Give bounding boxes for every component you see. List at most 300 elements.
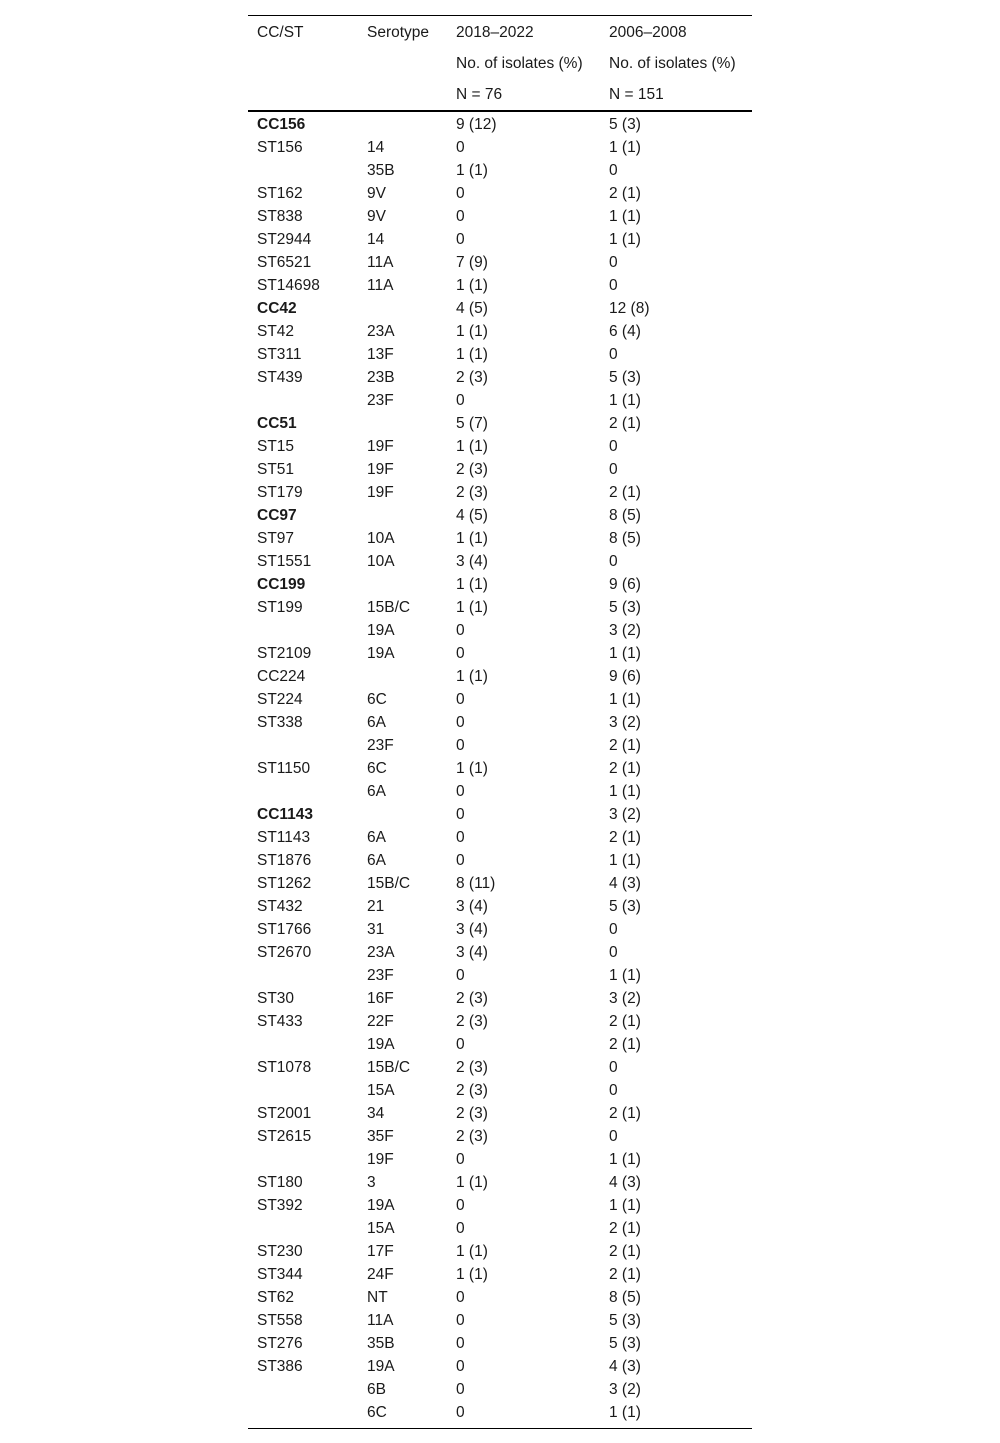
cell-ccst xyxy=(248,1378,358,1401)
cell-isolates-2018: 2 (3) xyxy=(456,1013,488,1030)
table-row xyxy=(248,435,752,458)
cell-serotype: 19F xyxy=(367,484,394,501)
cell-isolates-2018: 3 (4) xyxy=(456,944,488,961)
cell-isolates-2018: 0 xyxy=(456,231,465,248)
cell-isolates-2018: 1 (1) xyxy=(456,760,488,777)
cell-isolates-2018: 1 (1) xyxy=(456,277,488,294)
cell-isolates-2018: 2 (3) xyxy=(456,1128,488,1145)
cell-ccst: ST51 xyxy=(257,461,295,478)
cell-isolates-2018: 1 (1) xyxy=(456,668,488,685)
table-row xyxy=(248,274,752,297)
cell-isolates-2018: 1 (1) xyxy=(456,323,488,340)
table-row xyxy=(248,1148,752,1171)
cell-isolates-2018: 0 xyxy=(456,1036,465,1053)
cell-ccst: ST62 xyxy=(257,1289,295,1306)
cell-ccst: ST276 xyxy=(257,1335,303,1352)
cell-isolates-2006: 4 (3) xyxy=(609,1174,641,1191)
cell-isolates-2006: 3 (2) xyxy=(609,806,641,823)
table-row xyxy=(248,550,752,573)
cell-ccst: CC156 xyxy=(257,116,306,133)
cell-ccst: ST338 xyxy=(257,714,303,731)
cell-serotype: 11A xyxy=(367,1312,394,1329)
cell-serotype: 19A xyxy=(367,645,395,662)
cell-isolates-2018: 0 xyxy=(456,1404,465,1421)
isolates-table-container xyxy=(248,15,752,1429)
cell-serotype: 35B xyxy=(367,162,395,179)
cell-isolates-2006: 0 xyxy=(609,346,618,363)
header-row-subtitles xyxy=(248,48,752,79)
cell-serotype: 35F xyxy=(367,1128,394,1145)
isolates-table-body xyxy=(248,112,752,1424)
cell-ccst: ST2944 xyxy=(257,231,312,248)
cell-isolates-2006: 2 (1) xyxy=(609,1266,641,1283)
cell-serotype: 6A xyxy=(367,714,386,731)
cell-isolates-2006: 5 (3) xyxy=(609,1335,641,1352)
table-row xyxy=(248,412,752,435)
cell-serotype: 9V xyxy=(367,208,386,225)
table-row xyxy=(248,228,752,251)
table-row xyxy=(248,1309,752,1332)
cell-isolates-2006: 8 (5) xyxy=(609,1289,641,1306)
cell-ccst: ST179 xyxy=(257,484,303,501)
cell-ccst xyxy=(248,1401,358,1424)
cell-isolates-2006: 2 (1) xyxy=(609,760,641,777)
header-serotype: Serotype xyxy=(367,24,430,41)
table-row xyxy=(248,1125,752,1148)
cell-ccst: ST1876 xyxy=(257,852,312,869)
cell-serotype: 6C xyxy=(367,760,387,777)
cell-ccst: CC51 xyxy=(257,415,297,432)
cell-serotype: 35B xyxy=(367,1335,395,1352)
cell-isolates-2018: 5 (7) xyxy=(456,415,488,432)
table-row xyxy=(248,182,752,205)
cell-isolates-2006: 2 (1) xyxy=(609,1243,641,1260)
header-period-2006: 2006–2008 xyxy=(609,24,687,41)
cell-isolates-2006: 2 (1) xyxy=(609,1105,641,1122)
cell-ccst xyxy=(248,780,358,803)
cell-ccst: ST838 xyxy=(257,208,303,225)
table-row xyxy=(248,803,752,826)
header-row-periods xyxy=(248,16,752,48)
cell-serotype: 6A xyxy=(367,783,386,800)
cell-isolates-2018: 3 (4) xyxy=(456,898,488,915)
cell-serotype: 10A xyxy=(367,553,395,570)
table-row xyxy=(248,1378,752,1401)
cell-isolates-2006: 0 xyxy=(609,162,618,179)
header-period-2018: 2018–2022 xyxy=(456,24,534,41)
cell-serotype: 23F xyxy=(367,737,394,754)
table-row xyxy=(248,895,752,918)
cell-ccst: ST433 xyxy=(257,1013,303,1030)
cell-serotype: 6A xyxy=(367,829,386,846)
cell-isolates-2018: 4 (5) xyxy=(456,300,488,317)
cell-ccst: CC1143 xyxy=(257,806,314,823)
cell-ccst: ST1143 xyxy=(257,829,311,846)
cell-isolates-2006: 6 (4) xyxy=(609,323,641,340)
cell-isolates-2018: 0 xyxy=(456,967,465,984)
table-row xyxy=(248,1010,752,1033)
table-row xyxy=(248,573,752,596)
cell-isolates-2018: 2 (3) xyxy=(456,1105,488,1122)
header-row-totals xyxy=(248,79,752,110)
cell-isolates-2018: 0 xyxy=(456,783,465,800)
cell-serotype xyxy=(358,573,447,596)
cell-serotype: 23A xyxy=(367,944,395,961)
cell-serotype: 15B/C xyxy=(367,599,411,616)
cell-ccst: ST199 xyxy=(257,599,303,616)
cell-isolates-2006: 4 (3) xyxy=(609,875,641,892)
cell-isolates-2018: 2 (3) xyxy=(456,1059,488,1076)
cell-isolates-2018: 0 xyxy=(456,1220,465,1237)
cell-ccst: ST224 xyxy=(257,691,303,708)
cell-isolates-2006: 1 (1) xyxy=(609,1404,641,1421)
cell-isolates-2018: 0 xyxy=(456,185,465,202)
table-row xyxy=(248,1194,752,1217)
cell-ccst: ST1078 xyxy=(257,1059,312,1076)
cell-ccst xyxy=(248,1217,358,1240)
cell-isolates-2018: 1 (1) xyxy=(456,530,488,547)
cell-serotype: 13F xyxy=(367,346,394,363)
table-row xyxy=(248,596,752,619)
table-row xyxy=(248,1401,752,1424)
header-n-2018: N = 76 xyxy=(456,86,503,103)
cell-isolates-2006: 8 (5) xyxy=(609,507,641,524)
cell-isolates-2006: 0 xyxy=(609,1128,618,1145)
table-row xyxy=(248,136,752,159)
cell-isolates-2006: 0 xyxy=(609,254,618,271)
header-isolates-2006: No. of isolates (%) xyxy=(609,55,736,72)
cell-serotype xyxy=(358,504,447,527)
table-row xyxy=(248,642,752,665)
table-bottom-rule xyxy=(248,1428,752,1429)
cell-ccst: ST558 xyxy=(257,1312,303,1329)
table-row xyxy=(248,918,752,941)
cell-isolates-2018: 0 xyxy=(456,691,465,708)
cell-serotype: 3 xyxy=(367,1174,376,1191)
cell-isolates-2018: 0 xyxy=(456,392,465,409)
cell-ccst xyxy=(248,734,358,757)
cell-isolates-2006: 0 xyxy=(609,944,618,961)
cell-serotype: 19A xyxy=(367,622,395,639)
cell-isolates-2018: 2 (3) xyxy=(456,990,488,1007)
cell-ccst: ST15 xyxy=(257,438,295,455)
cell-isolates-2006: 1 (1) xyxy=(609,645,641,662)
cell-ccst: ST162 xyxy=(257,185,303,202)
cell-ccst xyxy=(248,389,358,412)
cell-isolates-2006: 2 (1) xyxy=(609,415,641,432)
table-body xyxy=(248,112,752,1424)
cell-serotype: 6C xyxy=(367,1404,387,1421)
cell-ccst: ST1766 xyxy=(257,921,312,938)
cell-isolates-2018: 0 xyxy=(456,1335,465,1352)
table-row xyxy=(248,389,752,412)
cell-isolates-2018: 3 (4) xyxy=(456,921,488,938)
cell-serotype: 23F xyxy=(367,392,394,409)
cell-serotype: 19F xyxy=(367,1151,394,1168)
cell-isolates-2006: 1 (1) xyxy=(609,1197,641,1214)
cell-isolates-2006: 2 (1) xyxy=(609,185,641,202)
cell-ccst: CC97 xyxy=(257,507,297,524)
table-row xyxy=(248,941,752,964)
cell-ccst: ST180 xyxy=(257,1174,303,1191)
cell-isolates-2006: 1 (1) xyxy=(609,691,641,708)
table-row xyxy=(248,1263,752,1286)
cell-isolates-2006: 1 (1) xyxy=(609,139,641,156)
cell-isolates-2018: 1 (1) xyxy=(456,346,488,363)
table-row xyxy=(248,665,752,688)
cell-isolates-2006: 5 (3) xyxy=(609,369,641,386)
table-row xyxy=(248,366,752,389)
cell-isolates-2006: 9 (6) xyxy=(609,668,641,685)
cell-ccst: ST386 xyxy=(257,1358,303,1375)
cell-serotype: 19A xyxy=(367,1358,395,1375)
cell-serotype: 14 xyxy=(367,139,385,156)
cell-ccst: ST30 xyxy=(257,990,295,1007)
cell-ccst: ST1551 xyxy=(257,553,312,570)
cell-isolates-2006: 2 (1) xyxy=(609,1013,641,1030)
table-row xyxy=(248,619,752,642)
cell-isolates-2006: 1 (1) xyxy=(609,1151,641,1168)
cell-isolates-2006: 8 (5) xyxy=(609,530,641,547)
table-row xyxy=(248,1240,752,1263)
table-row xyxy=(248,1217,752,1240)
cell-ccst: ST344 xyxy=(257,1266,303,1283)
cell-isolates-2018: 0 xyxy=(456,1151,465,1168)
cell-serotype: 14 xyxy=(367,231,385,248)
cell-isolates-2006: 3 (2) xyxy=(609,1381,641,1398)
table-row xyxy=(248,987,752,1010)
cell-serotype: 16F xyxy=(367,990,394,1007)
table-row xyxy=(248,688,752,711)
cell-ccst: CC199 xyxy=(257,576,306,593)
cell-isolates-2018: 2 (3) xyxy=(456,461,488,478)
cell-isolates-2018: 1 (1) xyxy=(456,1243,488,1260)
cell-isolates-2018: 3 (4) xyxy=(456,553,488,570)
table-header xyxy=(248,16,752,110)
cell-serotype xyxy=(358,803,447,826)
header-n-2006: N = 151 xyxy=(609,86,664,103)
cell-isolates-2006: 2 (1) xyxy=(609,484,641,501)
table-row xyxy=(248,205,752,228)
cell-isolates-2018: 0 xyxy=(456,1289,465,1306)
cell-ccst: ST156 xyxy=(257,139,303,156)
cell-serotype: 34 xyxy=(367,1105,385,1122)
cell-isolates-2018: 8 (11) xyxy=(456,875,496,892)
cell-isolates-2006: 1 (1) xyxy=(609,392,641,409)
cell-isolates-2006: 4 (3) xyxy=(609,1358,641,1375)
cell-isolates-2018: 1 (1) xyxy=(456,576,488,593)
cell-isolates-2006: 1 (1) xyxy=(609,967,641,984)
cell-serotype xyxy=(358,412,447,435)
cell-serotype xyxy=(358,112,447,136)
cell-serotype: 15A xyxy=(367,1220,395,1237)
cell-serotype: 23B xyxy=(367,369,395,386)
cell-isolates-2006: 1 (1) xyxy=(609,231,641,248)
cell-isolates-2006: 1 (1) xyxy=(609,208,641,225)
cell-isolates-2018: 9 (12) xyxy=(456,116,497,133)
cell-isolates-2006: 5 (3) xyxy=(609,599,641,616)
cell-serotype: 15A xyxy=(367,1082,395,1099)
table-row xyxy=(248,297,752,320)
cell-isolates-2006: 2 (1) xyxy=(609,737,641,754)
cell-serotype: 19A xyxy=(367,1036,395,1053)
header-isolates-2018: No. of isolates (%) xyxy=(456,55,583,72)
cell-serotype: 24F xyxy=(367,1266,394,1283)
cell-serotype xyxy=(358,297,447,320)
table-row xyxy=(248,1332,752,1355)
cell-isolates-2018: 4 (5) xyxy=(456,507,488,524)
table-row xyxy=(248,1102,752,1125)
cell-isolates-2018: 0 xyxy=(456,645,465,662)
cell-isolates-2018: 0 xyxy=(456,714,465,731)
cell-isolates-2018: 1 (1) xyxy=(456,1266,488,1283)
cell-isolates-2006: 2 (1) xyxy=(609,829,641,846)
cell-isolates-2006: 0 xyxy=(609,1082,618,1099)
cell-serotype: NT xyxy=(367,1289,388,1306)
cell-isolates-2006: 3 (2) xyxy=(609,990,641,1007)
table-row xyxy=(248,849,752,872)
cell-isolates-2006: 5 (3) xyxy=(609,116,641,133)
cell-serotype: 10A xyxy=(367,530,395,547)
cell-ccst: CC224 xyxy=(257,668,306,685)
header-ccst: CC/ST xyxy=(257,24,304,41)
cell-isolates-2006: 0 xyxy=(609,921,618,938)
cell-isolates-2018: 0 xyxy=(456,852,465,869)
cell-serotype: 19F xyxy=(367,438,394,455)
table-row xyxy=(248,826,752,849)
table-row xyxy=(248,112,752,136)
table-row xyxy=(248,872,752,895)
cell-ccst: CC42 xyxy=(257,300,297,317)
cell-ccst xyxy=(248,964,358,987)
cell-isolates-2006: 2 (1) xyxy=(609,1036,641,1053)
cell-isolates-2006: 1 (1) xyxy=(609,783,641,800)
table-row xyxy=(248,964,752,987)
cell-serotype: 6A xyxy=(367,852,386,869)
cell-ccst xyxy=(248,159,358,182)
cell-ccst: ST6521 xyxy=(257,254,312,271)
cell-ccst: ST230 xyxy=(257,1243,303,1260)
cell-isolates-2006: 0 xyxy=(609,553,618,570)
cell-isolates-2018: 2 (3) xyxy=(456,1082,488,1099)
cell-isolates-2006: 0 xyxy=(609,1059,618,1076)
cell-isolates-2018: 7 (9) xyxy=(456,254,488,271)
table-row xyxy=(248,458,752,481)
cell-isolates-2006: 0 xyxy=(609,438,618,455)
cell-serotype: 15B/C xyxy=(367,875,411,892)
isolates-table xyxy=(248,16,752,110)
cell-isolates-2018: 1 (1) xyxy=(456,438,488,455)
cell-serotype: 11A xyxy=(367,254,394,271)
cell-serotype: 23A xyxy=(367,323,395,340)
table-row xyxy=(248,1286,752,1309)
cell-isolates-2006: 0 xyxy=(609,461,618,478)
table-row xyxy=(248,780,752,803)
cell-serotype: 22F xyxy=(367,1013,394,1030)
cell-serotype: 23F xyxy=(367,967,394,984)
cell-ccst: ST2001 xyxy=(257,1105,312,1122)
table-row xyxy=(248,711,752,734)
cell-serotype: 19F xyxy=(367,461,394,478)
cell-ccst xyxy=(248,1148,358,1171)
cell-isolates-2018: 0 xyxy=(456,737,465,754)
cell-isolates-2018: 2 (3) xyxy=(456,484,488,501)
table-row xyxy=(248,343,752,366)
table-row xyxy=(248,1079,752,1102)
cell-serotype: 11A xyxy=(367,277,394,294)
table-row xyxy=(248,504,752,527)
table-row xyxy=(248,1056,752,1079)
table-row xyxy=(248,527,752,550)
cell-ccst: ST311 xyxy=(257,346,302,363)
cell-isolates-2006: 0 xyxy=(609,277,618,294)
cell-serotype: 19A xyxy=(367,1197,395,1214)
cell-isolates-2018: 0 xyxy=(456,1381,465,1398)
cell-isolates-2018: 1 (1) xyxy=(456,599,488,616)
table-row xyxy=(248,251,752,274)
table-row xyxy=(248,159,752,182)
cell-ccst: ST392 xyxy=(257,1197,303,1214)
cell-ccst xyxy=(248,1079,358,1102)
cell-isolates-2006: 12 (8) xyxy=(609,300,650,317)
cell-ccst xyxy=(248,1033,358,1056)
cell-isolates-2018: 0 xyxy=(456,622,465,639)
table-row xyxy=(248,320,752,343)
table-row xyxy=(248,1033,752,1056)
cell-serotype: 21 xyxy=(367,898,385,915)
cell-isolates-2006: 3 (2) xyxy=(609,622,641,639)
cell-isolates-2018: 0 xyxy=(456,1358,465,1375)
cell-serotype: 9V xyxy=(367,185,386,202)
cell-ccst: ST2615 xyxy=(257,1128,312,1145)
cell-ccst: ST439 xyxy=(257,369,303,386)
cell-isolates-2006: 2 (1) xyxy=(609,1220,641,1237)
cell-ccst: ST1262 xyxy=(257,875,312,892)
cell-isolates-2006: 3 (2) xyxy=(609,714,641,731)
cell-serotype: 17F xyxy=(367,1243,394,1260)
cell-ccst: ST14698 xyxy=(257,277,320,294)
table-row xyxy=(248,1171,752,1194)
table-row xyxy=(248,757,752,780)
cell-isolates-2006: 5 (3) xyxy=(609,898,641,915)
cell-isolates-2006: 1 (1) xyxy=(609,852,641,869)
cell-serotype: 6C xyxy=(367,691,387,708)
cell-serotype: 15B/C xyxy=(367,1059,411,1076)
cell-isolates-2018: 0 xyxy=(456,139,465,156)
cell-ccst: ST1150 xyxy=(257,760,311,777)
cell-isolates-2018: 2 (3) xyxy=(456,369,488,386)
cell-ccst xyxy=(248,619,358,642)
table-row xyxy=(248,734,752,757)
table-row xyxy=(248,481,752,504)
cell-ccst: ST432 xyxy=(257,898,303,915)
cell-isolates-2018: 0 xyxy=(456,1312,465,1329)
cell-serotype: 31 xyxy=(367,921,385,938)
cell-isolates-2018: 1 (1) xyxy=(456,1174,488,1191)
cell-isolates-2006: 9 (6) xyxy=(609,576,641,593)
cell-isolates-2018: 0 xyxy=(456,208,465,225)
cell-ccst: ST2670 xyxy=(257,944,312,961)
cell-isolates-2018: 0 xyxy=(456,829,465,846)
cell-isolates-2018: 0 xyxy=(456,1197,465,1214)
cell-isolates-2018: 0 xyxy=(456,806,465,823)
cell-serotype: 6B xyxy=(367,1381,386,1398)
cell-ccst: ST2109 xyxy=(257,645,312,662)
cell-isolates-2006: 5 (3) xyxy=(609,1312,641,1329)
cell-ccst: ST97 xyxy=(257,530,295,547)
cell-isolates-2018: 1 (1) xyxy=(456,162,488,179)
cell-serotype xyxy=(358,665,447,688)
